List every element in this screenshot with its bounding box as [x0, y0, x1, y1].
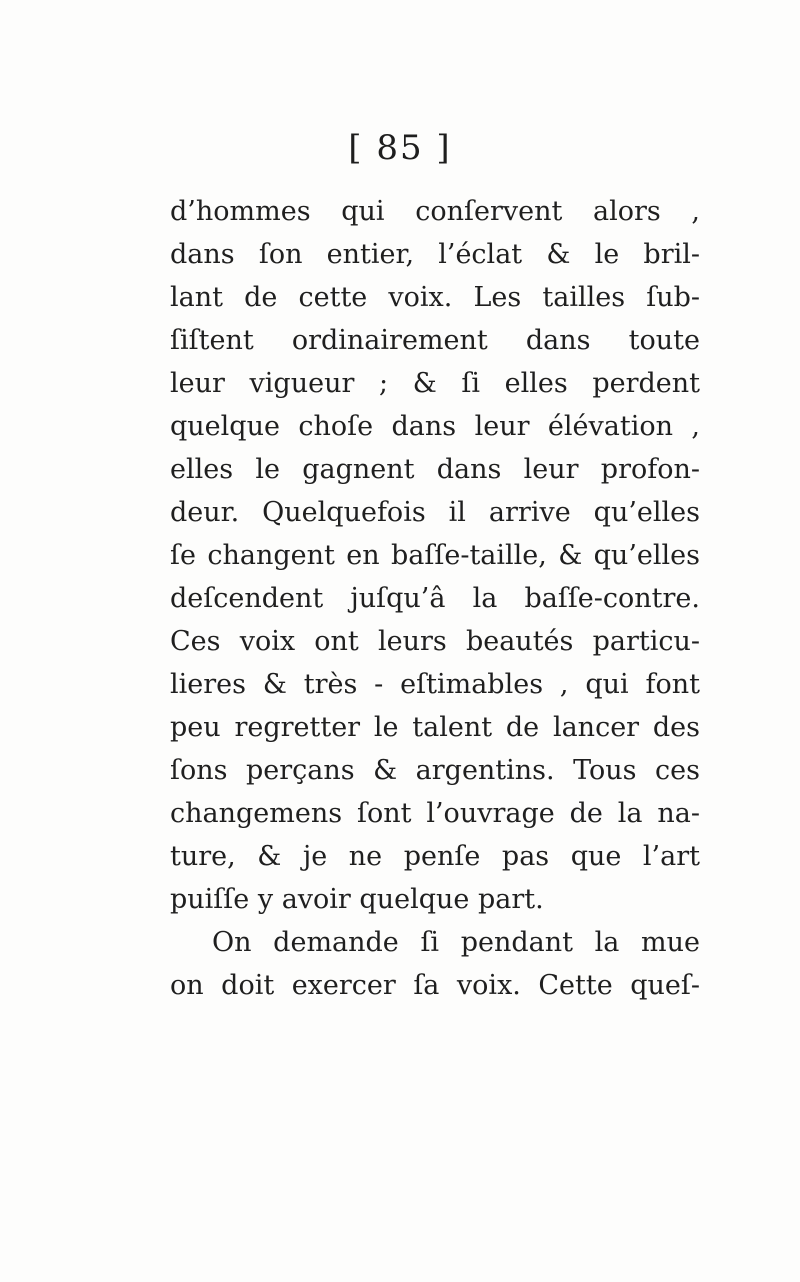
text-line: changemens ſont l’ouvrage de la na- — [170, 798, 700, 829]
text-line: d’hommes qui conſervent alors , — [170, 196, 700, 227]
text-line: leur vigueur ; & ſi elles perdent — [170, 368, 700, 399]
text-line: peu regretter le talent de lancer des — [170, 712, 700, 743]
paragraph-start-line: On demande ſi pendant la mue — [212, 927, 700, 958]
text-line: ſe changent en baſſe-taille, & qu’elles — [170, 540, 700, 571]
page-text — [170, 190, 700, 1007]
text-line: lieres & très - eſtimables , qui font — [170, 669, 700, 700]
paragraph-end-line: puiſſe y avoir quelque part. — [170, 884, 544, 915]
text-line: lant de cette voix. Les tailles ſub- — [170, 282, 700, 313]
text-line: ſiſtent ordinairement dans toute — [170, 325, 700, 356]
text-line: quelque choſe dans leur élévation , — [170, 411, 700, 442]
text-line: deur. Quelquefois il arrive qu’elles — [170, 497, 700, 528]
text-line: elles le gagnent dans leur profon- — [170, 454, 700, 485]
text-line: deſcendent juſqu’â la baſſe-contre. — [170, 583, 700, 614]
text-line: ſons perçans & argentins. Tous ces — [170, 755, 700, 786]
page-number: [ 85 ] — [348, 128, 452, 168]
text-line: on doit exercer ſa voix. Cette queſ- — [170, 970, 700, 1001]
text-line: dans ſon entier, l’éclat & le bril- — [170, 239, 700, 270]
text-line: ture, & je ne penſe pas que l’art — [170, 841, 700, 872]
text-line: Ces voix ont leurs beautés particu- — [170, 626, 700, 657]
